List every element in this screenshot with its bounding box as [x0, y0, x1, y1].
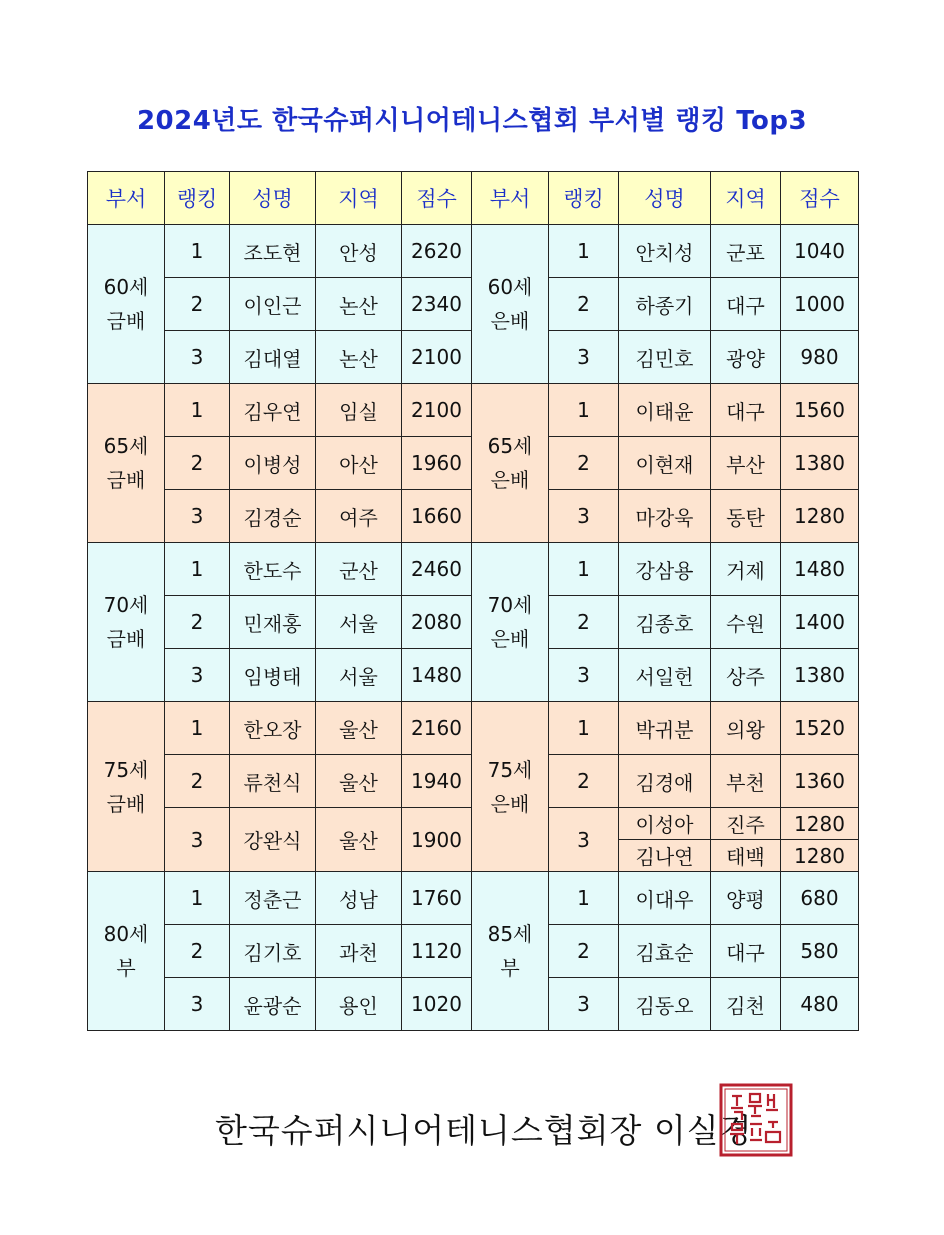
score-cell: 2100 [402, 384, 472, 437]
region-cell: 군포 [711, 225, 781, 278]
region-cell: 대구 [711, 278, 781, 331]
name-cell: 이태윤 [619, 384, 711, 437]
score-cell: 1520 [781, 702, 859, 755]
score-cell: 1940 [402, 755, 472, 808]
score-cell: 2080 [402, 596, 472, 649]
name-cell: 이병성 [230, 437, 316, 490]
score-cell: 1380 [781, 437, 859, 490]
table-row [88, 702, 859, 755]
name-cell: 김경순 [230, 490, 316, 543]
score-cell: 1480 [781, 543, 859, 596]
division-cell: 85세 부 [472, 872, 549, 1031]
score-cell: 2160 [402, 702, 472, 755]
score-cell: 1000 [781, 278, 859, 331]
name-cell: 이인근 [230, 278, 316, 331]
score-cell: 2460 [402, 543, 472, 596]
region-cell: 부산 [711, 437, 781, 490]
name-cell: 김동오 [619, 978, 711, 1031]
name-cell: 민재홍 [230, 596, 316, 649]
region-cell: 성남 [316, 872, 402, 925]
score-cell: 1900 [402, 808, 472, 872]
table-row [88, 225, 859, 278]
region-cell: 거제 [711, 543, 781, 596]
rank-cell: 3 [549, 978, 619, 1031]
region-cell: 의왕 [711, 702, 781, 755]
rank-cell: 1 [165, 225, 230, 278]
region-cell: 용인 [316, 978, 402, 1031]
region-cell: 상주 [711, 649, 781, 702]
name-cell: 이현재 [619, 437, 711, 490]
region-cell: 부천 [711, 755, 781, 808]
region-cell: 울산 [316, 808, 402, 872]
score-cell: 1480 [402, 649, 472, 702]
rank-cell: 1 [549, 384, 619, 437]
name-cell: 류천식 [230, 755, 316, 808]
rank-cell: 3 [549, 490, 619, 543]
score-cell: 1040 [781, 225, 859, 278]
region-cell: 대구 [711, 925, 781, 978]
name-cell: 강삼용 [619, 543, 711, 596]
rank-cell: 1 [165, 384, 230, 437]
region-cell: 논산 [316, 278, 402, 331]
table-row [88, 384, 859, 437]
division-cell: 75세 은배 [472, 702, 549, 872]
rank-cell: 2 [165, 755, 230, 808]
header-score: 점수 [402, 172, 472, 225]
name-cell: 서일헌 [619, 649, 711, 702]
score-cell: 1400 [781, 596, 859, 649]
header-rank: 랭킹 [165, 172, 230, 225]
division-cell: 65세 은배 [472, 384, 549, 543]
division-cell: 70세 은배 [472, 543, 549, 702]
region-cell: 안성 [316, 225, 402, 278]
score-cell: 1660 [402, 490, 472, 543]
header-division: 부서 [472, 172, 549, 225]
rank-cell: 2 [549, 925, 619, 978]
rank-cell: 1 [549, 872, 619, 925]
division-cell: 65세 금배 [88, 384, 165, 543]
rank-cell: 3 [549, 649, 619, 702]
page-title: 2024년도 한국슈퍼시니어테니스협회 부서별 랭킹 Top3 [136, 106, 808, 136]
rank-cell: 1 [165, 702, 230, 755]
name-cell: 조도현 [230, 225, 316, 278]
score-cell: 680 [781, 872, 859, 925]
name-cell: 하종기 [619, 278, 711, 331]
rank-cell: 3 [549, 331, 619, 384]
score-cell: 2620 [402, 225, 472, 278]
header-region: 지역 [316, 172, 402, 225]
score-cell: 980 [781, 331, 859, 384]
name-cell: 한오장 [230, 702, 316, 755]
score-cell: 1380 [781, 649, 859, 702]
region-cell: 김천 [711, 978, 781, 1031]
header-name: 성명 [619, 172, 711, 225]
rank-cell: 3 [165, 649, 230, 702]
region-cell: 과천 [316, 925, 402, 978]
rank-cell: 2 [549, 755, 619, 808]
score-cell: 1280 [781, 840, 859, 872]
rank-cell: 1 [549, 702, 619, 755]
region-cell: 여주 [316, 490, 402, 543]
header-region: 지역 [711, 172, 781, 225]
division-cell: 60세 은배 [472, 225, 549, 384]
region-cell: 서울 [316, 649, 402, 702]
score-cell: 2100 [402, 331, 472, 384]
name-cell: 김종호 [619, 596, 711, 649]
region-cell: 태백 [711, 840, 781, 872]
region-cell: 논산 [316, 331, 402, 384]
rank-cell: 3 [165, 490, 230, 543]
table-row [88, 543, 859, 596]
footer-signature: 한국슈퍼시니어테니스협회장 이실경 [215, 1111, 753, 1150]
region-cell: 진주 [711, 808, 781, 840]
score-cell: 1760 [402, 872, 472, 925]
score-cell: 1020 [402, 978, 472, 1031]
rank-cell: 1 [165, 543, 230, 596]
name-cell: 이성아 [619, 808, 711, 840]
ranking-table [87, 171, 859, 1031]
score-cell: 480 [781, 978, 859, 1031]
rank-cell: 2 [165, 596, 230, 649]
name-cell: 정춘근 [230, 872, 316, 925]
name-cell: 김효순 [619, 925, 711, 978]
name-cell: 김대열 [230, 331, 316, 384]
region-cell: 임실 [316, 384, 402, 437]
rank-cell: 3 [165, 808, 230, 872]
division-cell: 70세 금배 [88, 543, 165, 702]
division-cell: 75세 금배 [88, 702, 165, 872]
name-cell: 한도수 [230, 543, 316, 596]
rank-cell: 2 [549, 437, 619, 490]
region-cell: 아산 [316, 437, 402, 490]
name-cell: 강완식 [230, 808, 316, 872]
rank-cell: 2 [549, 596, 619, 649]
region-cell: 광양 [711, 331, 781, 384]
region-cell: 서울 [316, 596, 402, 649]
name-cell: 이대우 [619, 872, 711, 925]
rank-cell: 2 [165, 437, 230, 490]
score-cell: 2340 [402, 278, 472, 331]
score-cell: 1280 [781, 808, 859, 840]
header-name: 성명 [230, 172, 316, 225]
region-cell: 군산 [316, 543, 402, 596]
header-row [88, 172, 859, 225]
division-cell: 60세 금배 [88, 225, 165, 384]
region-cell: 양평 [711, 872, 781, 925]
score-cell: 1360 [781, 755, 859, 808]
name-cell: 김우연 [230, 384, 316, 437]
name-cell: 김나연 [619, 840, 711, 872]
header-score: 점수 [781, 172, 859, 225]
region-cell: 울산 [316, 702, 402, 755]
rank-cell: 2 [549, 278, 619, 331]
division-cell: 80세 부 [88, 872, 165, 1031]
rank-cell: 1 [549, 543, 619, 596]
name-cell: 김기호 [230, 925, 316, 978]
region-cell: 동탄 [711, 490, 781, 543]
rank-cell: 2 [165, 278, 230, 331]
score-cell: 1960 [402, 437, 472, 490]
header-division: 부서 [88, 172, 165, 225]
region-cell: 수원 [711, 596, 781, 649]
score-cell: 1560 [781, 384, 859, 437]
name-cell: 박귀분 [619, 702, 711, 755]
rank-cell: 3 [165, 978, 230, 1031]
table-row [88, 872, 859, 925]
name-cell: 임병태 [230, 649, 316, 702]
header-rank: 랭킹 [549, 172, 619, 225]
score-cell: 1120 [402, 925, 472, 978]
region-cell: 울산 [316, 755, 402, 808]
name-cell: 윤광순 [230, 978, 316, 1031]
score-cell: 580 [781, 925, 859, 978]
name-cell: 김경애 [619, 755, 711, 808]
score-cell: 1280 [781, 490, 859, 543]
name-cell: 마강욱 [619, 490, 711, 543]
rank-cell: 3 [549, 808, 619, 872]
region-cell: 대구 [711, 384, 781, 437]
rank-cell: 1 [549, 225, 619, 278]
name-cell: 김민호 [619, 331, 711, 384]
rank-cell: 3 [165, 331, 230, 384]
rank-cell: 2 [165, 925, 230, 978]
association-seal [718, 1082, 794, 1158]
name-cell: 안치성 [619, 225, 711, 278]
rank-cell: 1 [165, 872, 230, 925]
